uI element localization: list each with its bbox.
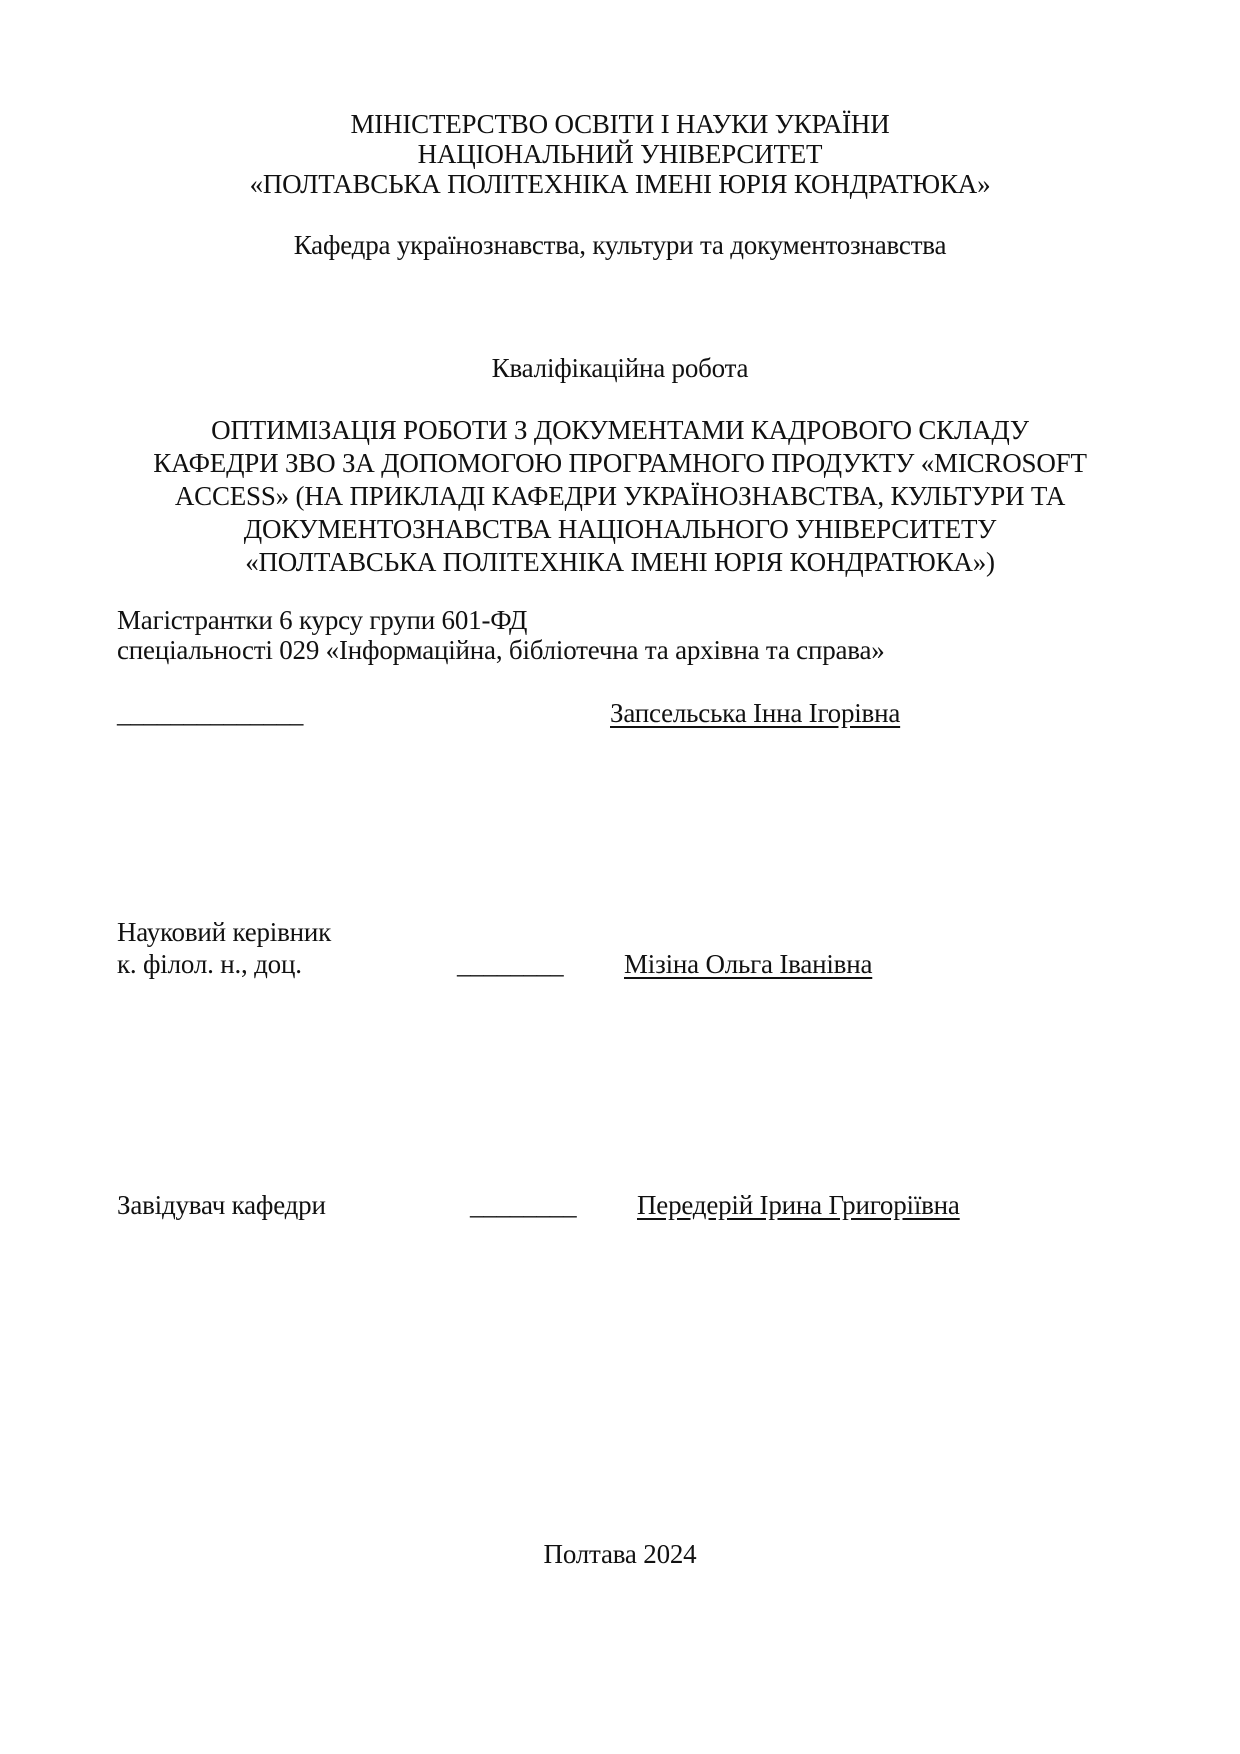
supervisor-degree: к. філол. н., доц. (117, 949, 302, 979)
university-name-line1: НАЦІОНАЛЬНИЙ УНІВЕРСИТЕТ (417, 139, 823, 169)
supervisor-signature-line: ________ (457, 949, 564, 979)
work-title-line: ОПТИМІЗАЦІЯ РОБОТИ З ДОКУМЕНТАМИ КАДРОВОГО СКЛАДУ (211, 415, 1029, 445)
ministry-heading: МІНІСТЕРСТВО ОСВІТИ І НАУКИ УКРАЇНИ (350, 109, 890, 139)
work-title-line: «ПОЛТАВСЬКА ПОЛІТЕХНІКА ІМЕНІ ЮРІЯ КОНДРАТЮКА») (245, 547, 995, 577)
work-type: Кваліфікаційна робота (491, 353, 749, 383)
head-name: Передерій Ірина Григоріївна (637, 1190, 960, 1220)
student-signature-line: ______________ (117, 698, 304, 728)
student-group: Магістрантки 6 курсу групи 601-ФД (117, 605, 528, 635)
city-year: Полтава 2024 (543, 1539, 697, 1569)
supervisor-role: Науковий керівник (117, 917, 332, 947)
work-title-line: КАФЕДРИ ЗВО ЗА ДОПОМОГОЮ ПРОГРАМНОГО ПРОДУКТУ «MICROSOFT (153, 448, 1087, 478)
head-role: Завідувач кафедри (117, 1190, 326, 1220)
head-signature-line: ________ (470, 1190, 577, 1220)
student-specialty: спеціальності 029 «Інформаційна, бібліотечна та архівна та справа» (117, 635, 885, 665)
university-name-line2: «ПОЛТАВСЬКА ПОЛІТЕХНІКА ІМЕНІ ЮРІЯ КОНДРАТЮКА» (249, 169, 991, 199)
work-title-line: ACCESS» (НА ПРИКЛАДІ КАФЕДРИ УКРАЇНОЗНАВСТВА, КУЛЬТУРИ ТА (174, 481, 1066, 511)
supervisor-name: Мізіна Ольга Іванівна (624, 949, 873, 979)
work-title-line: ДОКУМЕНТОЗНАВСТВА НАЦІОНАЛЬНОГО УНІВЕРСИТЕТУ (243, 514, 997, 544)
student-name: Запсельська Інна Ігорівна (610, 698, 901, 728)
department-name: Кафедра українознавства, культури та документознавства (293, 230, 947, 260)
